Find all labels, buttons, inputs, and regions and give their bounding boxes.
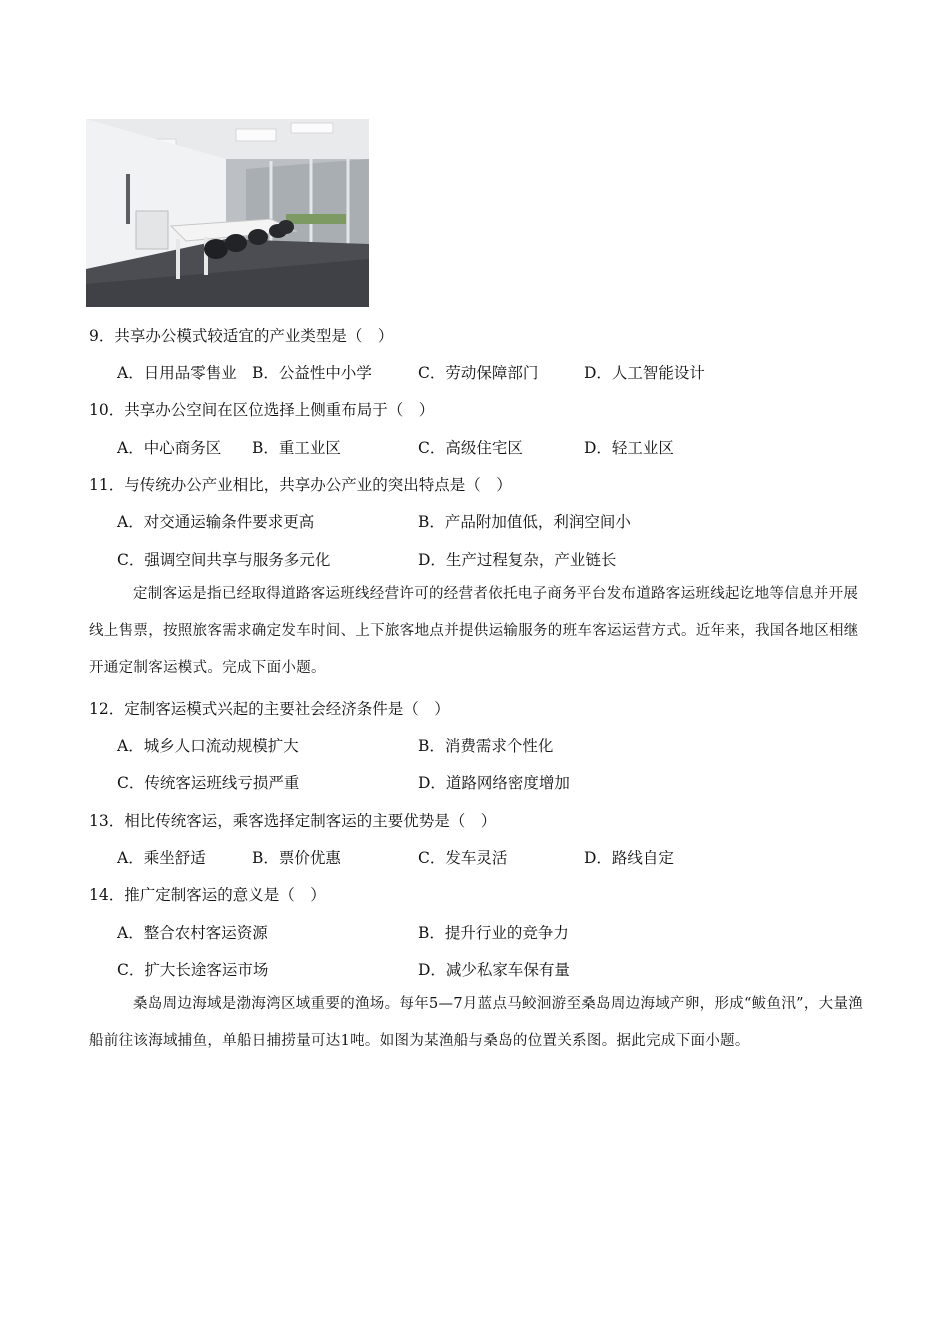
question-11-option-c: C．强调空间共享与服务多元化	[117, 551, 331, 569]
question-14-stem: 14．推广定制客运的意义是（ ）	[89, 886, 326, 904]
question-12-option-a: A．城乡人口流动规模扩大	[117, 737, 299, 755]
question-13-option-b: B．票价优惠	[252, 849, 341, 867]
question-12-stem: 12．定制客运模式兴起的主要社会经济条件是（ ）	[89, 700, 450, 718]
question-11-stem: 11．与传统办公产业相比，共享办公产业的突出特点是（ ）	[89, 476, 512, 494]
question-14-option-a: A．整合农村客运资源	[117, 924, 268, 942]
question-12-option-c: C．传统客运班线亏损严重	[117, 774, 300, 792]
question-12-option-d: D．道路网络密度增加	[418, 774, 570, 792]
question-10-option-a: A．中心商务区	[117, 439, 222, 457]
question-10-option-b: B．重工业区	[252, 439, 341, 457]
question-11-option-b: B．产品附加值低，利润空间小	[418, 513, 631, 531]
question-14-option-b: B．提升行业的竞争力	[418, 924, 569, 942]
question-11-option-d: D．生产过程复杂，产业链长	[418, 551, 617, 569]
question-13-stem: 13．相比传统客运，乘客选择定制客运的主要优势是（ ）	[89, 812, 497, 830]
question-9-stem: 9．共享办公模式较适宜的产业类型是（ ）	[89, 327, 394, 345]
question-13-option-d: D．路线自定	[584, 849, 674, 867]
question-14-option-d: D．减少私家车保有量	[418, 961, 570, 979]
question-10-stem: 10．共享办公空间在区位选择上侧重布局于（ ）	[89, 401, 435, 419]
question-13-option-c: C．发车灵活	[418, 849, 508, 867]
question-12-option-b: B．消费需求个性化	[418, 737, 554, 755]
question-10-option-d: D．轻工业区	[584, 439, 674, 457]
question-13-option-a: A．乘坐舒适	[117, 849, 206, 867]
question-9-option-a: A．日用品零售业	[117, 364, 237, 382]
question-9-option-b: B．公益性中小学	[252, 364, 372, 382]
passage-sang-island-fishery: 桑岛周边海域是渤海湾区域重要的渔场。每年5—7月蓝点马鲛洄游至桑岛周边海域产卵，形成“鲅鱼汛”，大量渔船前往该海域捕鱼，单船日捕捞量可达1吨。如图为某渔船与桑岛的位置关系图。据此完成下面小题。	[89, 996, 864, 1049]
office-meeting-room-photo	[86, 119, 369, 307]
question-9-option-c: C．劳动保障部门	[418, 364, 539, 382]
question-10-option-c: C．高级住宅区	[418, 439, 523, 457]
question-14-option-c: C．扩大长途客运市场	[117, 961, 269, 979]
question-11-option-a: A．对交通运输条件要求更高	[117, 513, 315, 531]
question-9-option-d: D．人工智能设计	[584, 364, 705, 382]
passage-custom-transit: 定制客运是指已经取得道路客运班线经营许可的经营者依托电子商务平台发布道路客运班线起讫地等信息并开展线上售票，按照旅客需求确定发车时间、上下旅客地点并提供运输服务的班车客运运营方式。近年来，我国各地区相继开通定制客运模式。完成下面小题。	[89, 586, 859, 676]
